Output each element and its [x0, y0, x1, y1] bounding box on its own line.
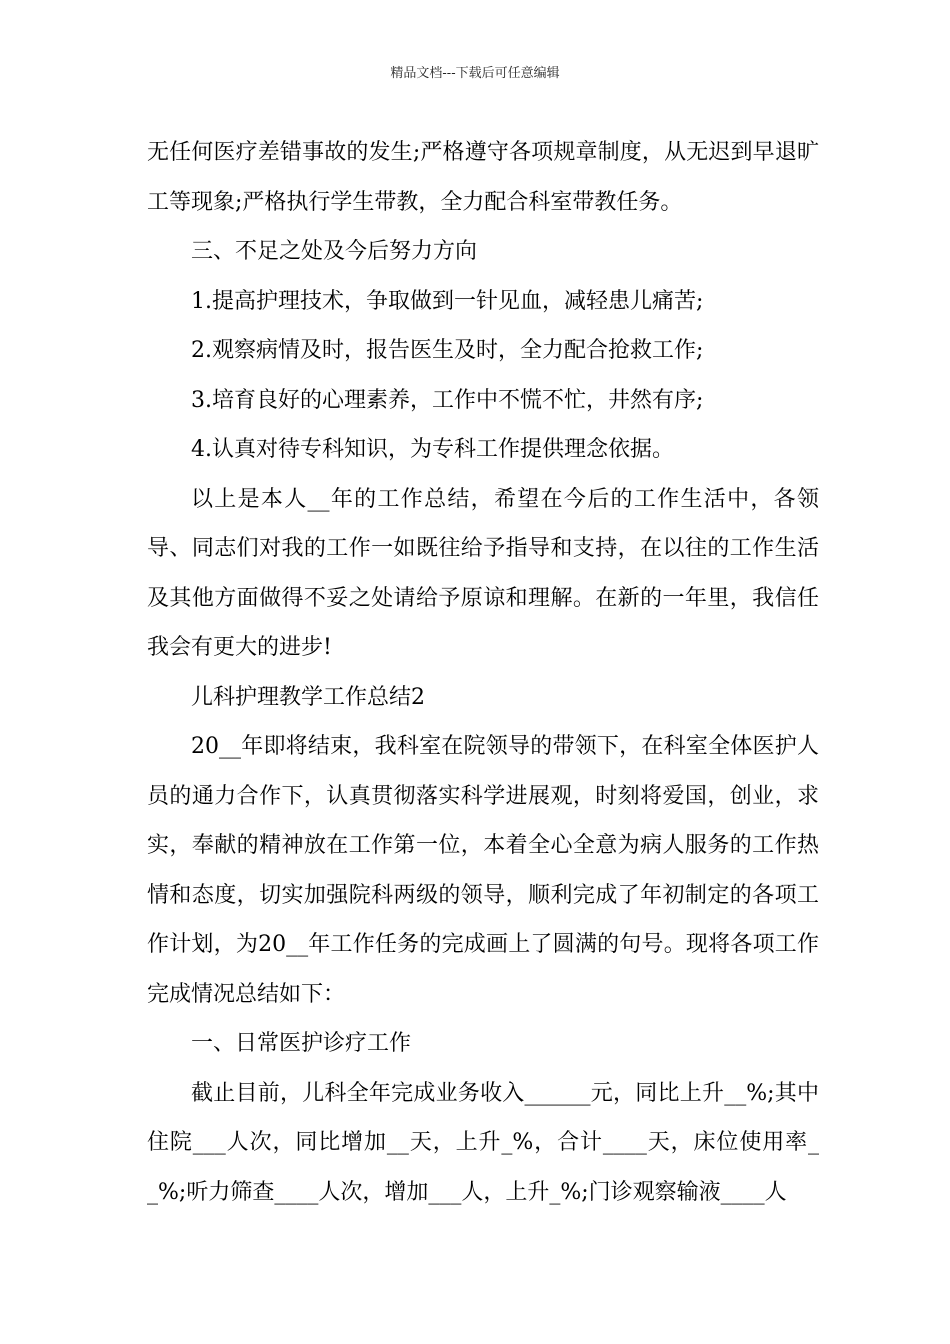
- list-item-3: 3.培育良好的心理素养，工作中不慌不忙，井然有序;: [191, 387, 704, 413]
- paragraph-conclusion: 以上是本人__年的工作总结，希望在今后的工作生活中，各领导、同志们对我的工作一如既往给予指导和支持，在以往的工作生活及其他方面做得不妥之处请给予原谅和理解。在新的一年里，我信任我会有更大的进步!: [147, 486, 819, 660]
- paragraph-intro: 20__年即将结束，我科室在院领导的带领下，在科室全体医护人员的通力合作下，认真贯彻落实科学进展观，时刻将爱国，创业，求实，奉献的精神放在工作第一位，本着全心全意为病人服务的工作热情和态度，切实加强院科两级的领导，顺利完成了年初制定的各项工作计划，为20__年工作任务的完成画上了圆满的句号。现将各项工作完成情况总结如下：: [147, 734, 819, 1007]
- list-item-1: 1.提高护理技术，争取做到一针见血，减轻患儿痛苦;: [191, 288, 704, 314]
- paragraph-statistics: 截止目前，儿科全年完成业务收入______元，同比上升__%;其中住院___人次，同比增加__天，上升_%，合计____天，床位使用率__%;听力筛查____人次，增加___人，上升_%;门诊观察输液____人: [147, 1080, 819, 1205]
- section-heading-shortcomings: 三、不足之处及今后努力方向: [191, 239, 478, 264]
- document-title-2: 儿科护理教学工作总结2: [191, 684, 425, 710]
- list-item-2: 2.观察病情及时，报告医生及时，全力配合抢救工作;: [191, 338, 704, 363]
- page-header: 精品文档---下载后可任意编辑: [390, 66, 560, 81]
- section-heading-daily-work: 一、日常医护诊疗工作: [191, 1031, 412, 1056]
- document-body: [147, 128, 819, 1217]
- paragraph-continuation: 无任何医疗差错事故的发生;严格遵守各项规章制度，从无迟到早退旷工等现象;严格执行学生带教，全力配合科室带教任务。: [147, 140, 819, 215]
- list-item-4: 4.认真对待专科知识，为专科工作提供理念依据。: [191, 437, 674, 462]
